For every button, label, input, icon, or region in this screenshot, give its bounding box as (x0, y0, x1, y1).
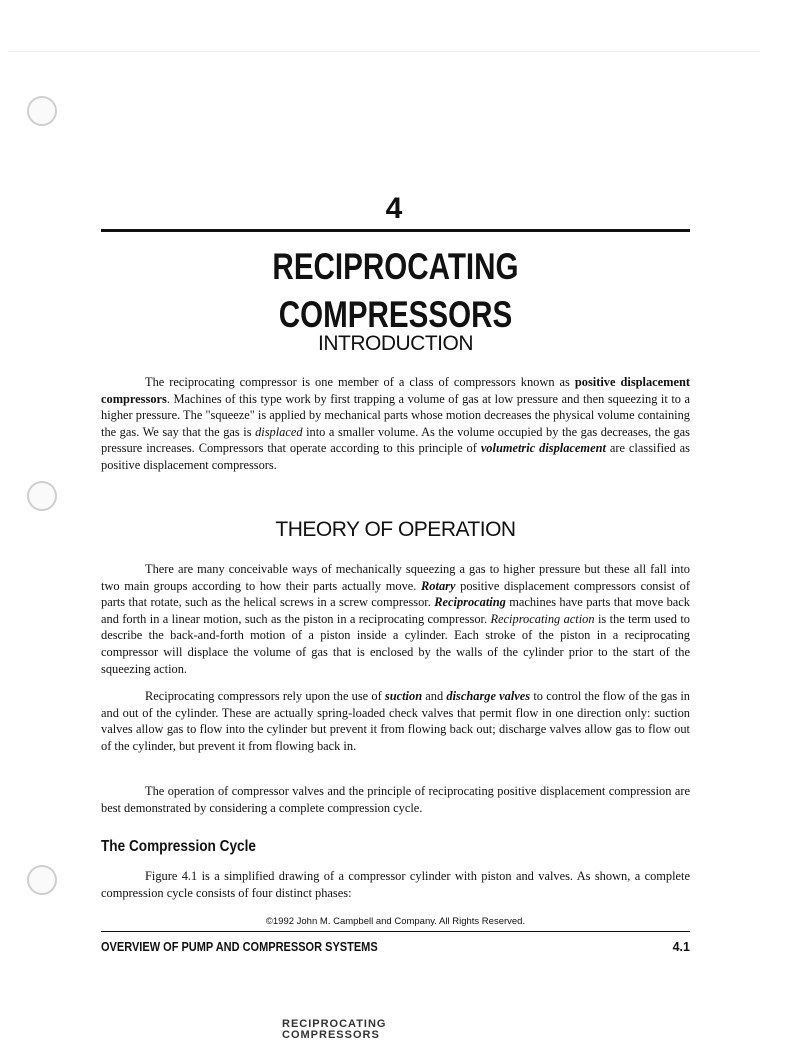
intro-paragraph: The reciprocating compressor is one member of a class of compressors known as positive displacement compressors. Machines of this type work by first trapping a volume of gas at low pressure and then squeezing it to a higher pressure. The "squeeze" is applied by mechanical parts whose motion decreases the physical volume containing the gas. We say that the gas is displaced into a smaller volume. As the volume occupied by the gas decreases, the gas pressure increases. Compressors that operate according to this principle of volumetric displacement are classified as positive displacement compressors. (101, 375, 691, 472)
scan-top-edge (8, 51, 760, 52)
footer-page-number: 4.1 (672, 940, 690, 954)
chapter-number: 4 (385, 192, 403, 225)
compression-cycle-paragraph: Figure 4.1 is a simplified drawing of a compressor cylinder with piston and valves. As shown, a complete compression cycle consists of four distinct phases: (101, 869, 690, 900)
subheading-compression-cycle: The Compression Cycle (101, 838, 256, 855)
copyright-notice: ©1992 John M. Campbell and Company. All Rights Reserved. (265, 916, 526, 927)
section-heading-introduction: INTRODUCTION (318, 332, 473, 355)
binder-hole-middle (27, 481, 57, 511)
binder-hole-top (27, 96, 57, 126)
theory-paragraph-1: There are many conceivable ways of mechanically squeezing a gas to higher pressure but these all fall into two main groups according to how their parts actually move. Rotary positive displacement compressors consist of parts that rotate, such as the helical screws in a screw compressor. Reciprocating machines have parts that move back and forth in a linear motion, such as the piston in a reciprocating compressor. Reciprocating action is the term used to describe the back-and-forth motion of a piston inside a cylinder. Each stroke of the piston in a reciprocating compressor will displace the volume of gas that is enclosed by the walls of the cylinder prior to the start of the squeezing action. (101, 562, 691, 676)
chapter-rule (101, 229, 690, 232)
theory-paragraph-3: The operation of compressor valves and the principle of reciprocating positive displacement compression are best demonstrated by considering a complete compression cycle. (101, 784, 690, 815)
footer-book-title: OVERVIEW OF PUMP AND COMPRESSOR SYSTEMS (101, 940, 378, 954)
chapter-title: RECIPROCATING COMPRESSORS (272, 246, 519, 335)
section-heading-theory: THEORY OF OPERATION (275, 518, 516, 541)
binder-hole-bottom (27, 865, 57, 895)
footer-rule (101, 931, 690, 932)
next-page-running-head: RECIPROCATING COMPRESSORS (282, 1018, 387, 1041)
theory-paragraph-2: Reciprocating compressors rely upon the use of suction and discharge valves to control the flow of the gas in and out of the cylinder. These are actually spring-loaded check valves that permit flow in one direction only: suction valves allow gas to flow into the cylinder but prevent it from flowing back out; discharge valves allow gas to flow out of the cylinder, but prevent it from flowing back in. (101, 689, 690, 753)
